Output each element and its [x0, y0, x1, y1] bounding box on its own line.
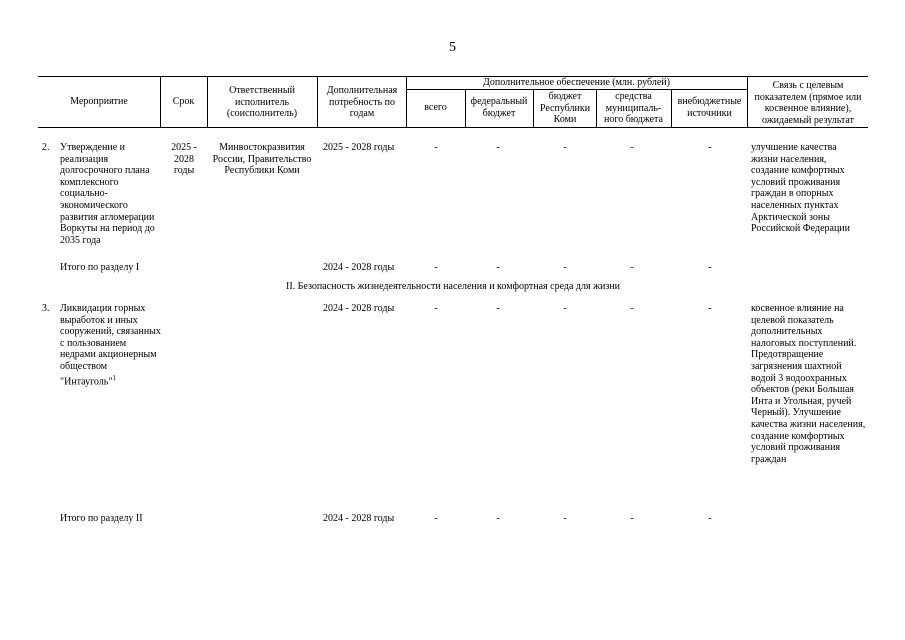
header-municipal: средства муниципаль-ного бюджета — [604, 91, 663, 125]
col-divider-5 — [465, 89, 466, 127]
col-divider-3 — [317, 76, 318, 127]
row-3-event-text: Ликвидация горных выработок и иных сооружений, связанных с пользованием недрами акционерным обществом "Интауголь" — [60, 303, 161, 387]
row-2-term: 2025 - 2028 годы — [171, 142, 197, 177]
header-republic: бюджет Республики Коми — [539, 91, 591, 125]
row-2-responsible: Минвостокразвития России, Правительство Республики Коми — [212, 142, 312, 177]
total-section-1-republic: - — [563, 262, 567, 273]
row-3-event — [60, 303, 162, 387]
row-3-link: косвенное влияние на целевой показатель дополнительных налоговых поступлений. Предотвращение загрязнения шахтной водой 3 водоохранных объектов (реки Большая Инта и Угольная, ручей Черный). Улучшение качества жизни населения, создание комфортных условий проживания граждан — [751, 303, 866, 465]
row-2-need: 2025 - 2028 годы — [323, 142, 395, 153]
row-2-offbudget: - — [708, 142, 712, 153]
header-event: Мероприятие — [70, 96, 128, 107]
row-2-federal: - — [496, 142, 500, 153]
header-federal: федеральный бюджет — [470, 96, 528, 119]
header-term: Срок — [172, 96, 195, 107]
row-2-event: Утверждение и реализация долгосрочного плана комплексного социально-экономического развития агломерации Воркуты на период до 2035 года — [60, 142, 155, 246]
row-3-offbudget: - — [708, 303, 712, 314]
total-section-2-municipal: - — [630, 513, 634, 524]
header-need: Дополнительная потребность по годам — [326, 85, 398, 119]
header-funding-group: Дополнительное обеспечение (млн. рублей) — [483, 77, 670, 88]
total-section-2-offbudget: - — [708, 513, 712, 524]
header-offbudget: внебюджетные источники — [677, 96, 742, 119]
row-2-republic: - — [563, 142, 567, 153]
total-section-2-label: Итого по разделу II — [60, 513, 143, 524]
total-section-1-total: - — [434, 262, 438, 273]
row-2-number: 2. — [42, 142, 50, 153]
row-3-federal: - — [496, 303, 500, 314]
col-divider-6 — [533, 89, 534, 127]
row-3-municipal: - — [630, 303, 634, 314]
row-3-footnote-mark: 1 — [112, 373, 116, 382]
total-section-2-need: 2024 - 2028 годы — [323, 513, 395, 524]
row-3-total: - — [434, 303, 438, 314]
total-section-1-municipal: - — [630, 262, 634, 273]
header-total: всего — [424, 102, 447, 113]
row-2-link: улучшение качества жизни населения, создание комфортных условий проживания граждан в опорных населенных пунктах Арктической зоны Российской Федерации — [751, 142, 851, 235]
col-divider-2 — [207, 76, 208, 127]
row-3-need: 2024 - 2028 годы — [323, 303, 395, 314]
total-section-2-total: - — [434, 513, 438, 524]
header-link: Связь с целевым показателем (прямое или косвенное влияние), ожидаемый результат — [754, 80, 862, 126]
table-header-bottom-border — [38, 127, 868, 128]
funding-group-underline — [406, 89, 747, 90]
total-section-1-label: Итого по разделу I — [60, 262, 140, 273]
total-section-2-republic: - — [563, 513, 567, 524]
row-2-municipal: - — [630, 142, 634, 153]
row-2-total: - — [434, 142, 438, 153]
header-responsible: Ответственный исполнитель (соисполнитель) — [226, 85, 298, 119]
page-number: 5 — [449, 40, 456, 55]
col-divider-8 — [671, 89, 672, 127]
row-3-number: 3. — [42, 303, 50, 314]
total-section-1-offbudget: - — [708, 262, 712, 273]
total-section-1-need: 2024 - 2028 годы — [323, 262, 395, 273]
section-2-heading: II. Безопасность жизнедеятельности населения и комфортная среда для жизни — [286, 281, 620, 292]
col-divider-7 — [596, 89, 597, 127]
total-section-2-federal: - — [496, 513, 500, 524]
row-3-republic: - — [563, 303, 567, 314]
total-section-1-federal: - — [496, 262, 500, 273]
